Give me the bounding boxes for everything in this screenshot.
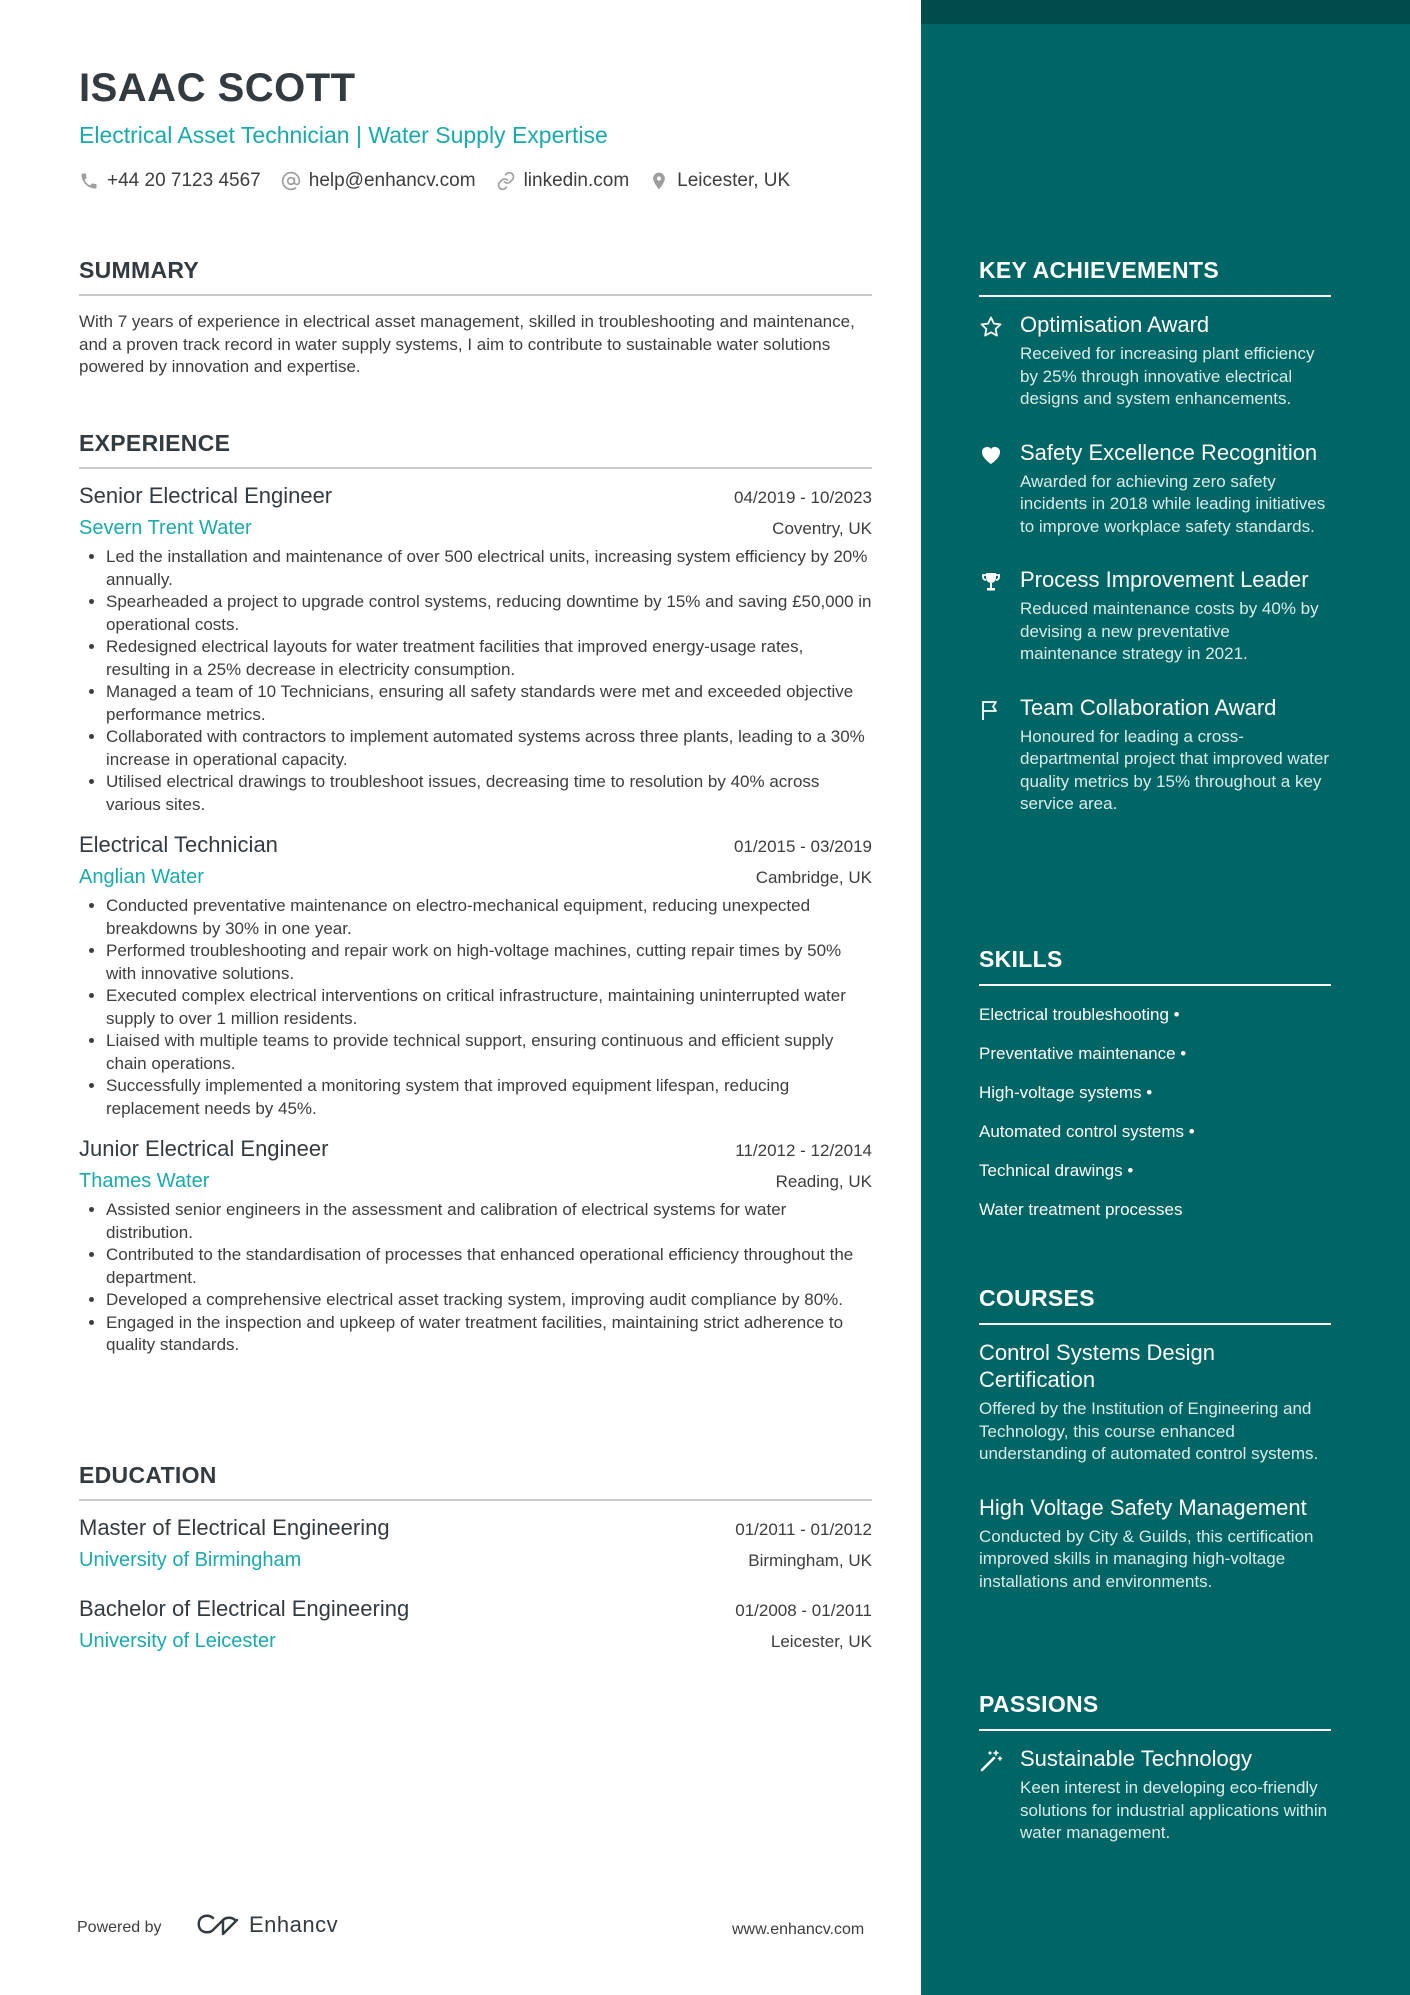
experience-section — [79, 430, 872, 1357]
passions-section — [979, 1691, 1331, 1845]
job-bullet: • Developed a comprehensive electrical asset tracking system, improving audit compliance by 80%. — [106, 1289, 872, 1312]
job-location: Reading, UK — [775, 1172, 872, 1191]
education-dates: 01/2011 - 01/2012 — [735, 1520, 872, 1539]
job-bullets — [79, 895, 872, 1120]
summary-heading: SUMMARY — [79, 257, 872, 296]
contact-email[interactable] — [281, 170, 476, 192]
education-heading: EDUCATION — [79, 1462, 872, 1501]
summary-text: With 7 years of experience in electrical asset management, skilled in troubleshooting and maintenance, and a proven track record in water supply systems, I aim to contribute to sustainable water solutions powered by innovation and expertise. — [79, 312, 855, 376]
powered-by-label: Powered by — [77, 1919, 162, 1936]
achievement-title: Safety Excellence Recognition — [1020, 439, 1318, 465]
candidate-tagline: Electrical Asset Technician | Water Supply Expertise — [79, 122, 608, 148]
job-company: Severn Trent Water — [79, 517, 252, 539]
job-bullet: • Spearheaded a project to upgrade control systems, reducing downtime by 15% and saving £50,000 in operational costs. — [106, 591, 872, 636]
skill-item: Preventative maintenance • — [979, 1044, 1187, 1063]
contact-bar — [79, 170, 810, 192]
course-title: High Voltage Safety Management — [979, 1494, 1307, 1520]
education-entry — [79, 1596, 872, 1653]
email-text: help@enhancv.com — [308, 170, 476, 191]
achievement-item — [979, 311, 1331, 411]
achievement-title: Team Collaboration Award — [1020, 694, 1277, 720]
job-bullet: • Led the installation and maintenance of over 500 electrical units, increasing system efficiency by 20% annually. — [106, 546, 872, 591]
achievement-desc: Honoured for leading a cross-departmental project that improved water quality metrics by 15% throughout a key service area. — [1020, 726, 1329, 813]
skills-heading: SKILLS — [979, 946, 1331, 986]
job-bullet: • Liaised with multiple teams to provide technical support, ensuring continuous and efficient supply chain operations. — [106, 1030, 872, 1075]
job-role: Electrical Technician — [79, 832, 278, 857]
achievement-item — [979, 566, 1331, 666]
contact-phone[interactable] — [79, 170, 261, 192]
degree: Bachelor of Electrical Engineering — [79, 1596, 410, 1621]
education-dates: 01/2008 - 01/2011 — [735, 1601, 872, 1620]
enhancv-logo[interactable] — [195, 1912, 338, 1938]
job-bullet: • Contributed to the standardisation of processes that enhanced operational efficiency throughout the department. — [106, 1244, 872, 1289]
linkedin-text: linkedin.com — [523, 170, 630, 191]
course-item — [979, 1494, 1331, 1594]
achievement-title: Process Improvement Leader — [1020, 567, 1309, 592]
course-title: Control Systems Design Certification — [979, 1340, 1215, 1392]
passion-item — [979, 1745, 1331, 1845]
experience-heading: EXPERIENCE — [79, 430, 872, 469]
experience-entry — [79, 1136, 872, 1357]
footer-url[interactable]: www.enhancv.com — [732, 1921, 865, 1938]
trophy-icon — [979, 570, 1003, 594]
passions-heading: PASSIONS — [979, 1691, 1331, 1731]
school: University of Birmingham — [79, 1549, 302, 1571]
phone-text: +44 20 7123 4567 — [107, 170, 261, 191]
education-entry — [79, 1515, 872, 1572]
passion-desc: Keen interest in developing eco-friendly solutions for industrial applications within water management. — [1020, 1778, 1328, 1842]
education-section — [79, 1462, 872, 1653]
achievement-item — [979, 439, 1331, 539]
contact-linkedin[interactable] — [496, 170, 630, 192]
summary-section — [79, 257, 872, 379]
achievement-desc: Received for increasing plant efficiency by 25% through innovative electrical designs and system enhancements. — [1020, 344, 1315, 408]
job-bullet: • Successfully implemented a monitoring system that improved equipment lifespan, reducing replacement needs by 45%. — [106, 1075, 872, 1120]
job-bullet: • Executed complex electrical interventions on critical infrastructure, maintaining uninterrupted water supply to over 1 million residents. — [106, 985, 872, 1030]
job-company: Anglian Water — [79, 866, 204, 888]
job-dates: 01/2015 - 03/2019 — [733, 837, 872, 856]
skills-section — [979, 946, 1331, 1229]
school: University of Leicester — [79, 1630, 276, 1652]
heart-icon — [979, 443, 1003, 467]
job-role: Senior Electrical Engineer — [79, 483, 333, 508]
education-location: Birmingham, UK — [748, 1551, 872, 1570]
job-bullet: • Collaborated with contractors to implement automated systems across three plants, leading to a 30% increase in operational capacity. — [106, 726, 872, 771]
star-icon — [979, 315, 1003, 339]
achievement-desc: Awarded for achieving zero safety incidents in 2018 while leading initiatives to improve workplace safety standards. — [1020, 471, 1326, 536]
courses-heading: COURSES — [979, 1285, 1331, 1325]
phone-icon — [79, 171, 99, 191]
achievement-desc: Reduced maintenance costs by 40% by devising a new preventative maintenance strategy in 2021. — [1020, 599, 1319, 663]
achievement-title: Optimisation Award — [1020, 312, 1210, 337]
enhancv-logo-text: Enhancv — [249, 1912, 339, 1937]
job-bullet: • Utilised electrical drawings to troubleshoot issues, decreasing time to resolution by 40% across various sites. — [106, 771, 872, 816]
course-item — [979, 1339, 1331, 1466]
education-location: Leicester, UK — [770, 1632, 872, 1651]
candidate-name: ISAAC SCOTT — [79, 66, 356, 110]
job-dates: 04/2019 - 10/2023 — [733, 488, 872, 507]
course-desc: Conducted by City & Guilds, this certification improved skills in managing high-voltage installations and environments. — [979, 1526, 1314, 1591]
job-bullet: • Managed a team of 10 Technicians, ensuring all safety standards were met and exceeded objective performance metrics. — [106, 681, 872, 726]
flag-icon — [979, 698, 1003, 722]
link-icon — [496, 171, 516, 191]
passion-title: Sustainable Technology — [1020, 1746, 1252, 1771]
achievement-item — [979, 694, 1331, 816]
skill-item: Technical drawings • — [979, 1161, 1134, 1180]
enhancv-logo-icon — [195, 1912, 241, 1938]
courses-section — [979, 1285, 1331, 1593]
sidebar-top-bar — [921, 0, 1410, 24]
job-company: Thames Water — [79, 1170, 210, 1192]
job-bullet: • Performed troubleshooting and repair work on high-voltage machines, cutting repair times by 50% with innovative solutions. — [106, 940, 872, 985]
job-bullet: • Engaged in the inspection and upkeep of water treatment facilities, maintaining strict adherence to quality standards. — [106, 1312, 872, 1357]
job-bullets — [79, 1199, 872, 1357]
magic-wand-icon — [979, 1749, 1003, 1773]
course-desc: Offered by the Institution of Engineering and Technology, this course enhanced understanding of automated control systems. — [979, 1399, 1319, 1463]
job-bullet: • Assisted senior engineers in the assessment and calibration of electrical systems for water distribution. — [106, 1199, 872, 1244]
achievements-section — [979, 257, 1331, 816]
skill-item: Electrical troubleshooting • — [979, 1005, 1180, 1024]
job-bullets — [79, 546, 872, 816]
skill-item: High-voltage systems • — [979, 1083, 1153, 1102]
skills-list — [979, 995, 1331, 1229]
skill-item: Water treatment processes — [979, 1200, 1183, 1219]
skill-item: Automated control systems • — [979, 1122, 1195, 1141]
achievements-heading: KEY ACHIEVEMENTS — [979, 257, 1331, 297]
job-location: Coventry, UK — [772, 519, 872, 538]
job-bullet: • Conducted preventative maintenance on electro-mechanical equipment, reducing unexpected breakdowns by 30% in one year. — [106, 895, 872, 940]
contact-location — [649, 170, 790, 192]
at-sign-icon — [281, 171, 301, 191]
experience-entry — [79, 483, 872, 816]
experience-entry — [79, 832, 872, 1120]
job-location: Cambridge, UK — [755, 868, 872, 887]
degree: Master of Electrical Engineering — [79, 1515, 390, 1540]
job-role: Junior Electrical Engineer — [79, 1136, 329, 1161]
location-text: Leicester, UK — [677, 170, 791, 191]
job-bullet: • Redesigned electrical layouts for water treatment facilities that improved energy-usage rates, resulting in a 25% decrease in electricity consumption. — [106, 636, 872, 681]
location-pin-icon — [649, 171, 669, 191]
job-dates: 11/2012 - 12/2014 — [735, 1141, 872, 1160]
